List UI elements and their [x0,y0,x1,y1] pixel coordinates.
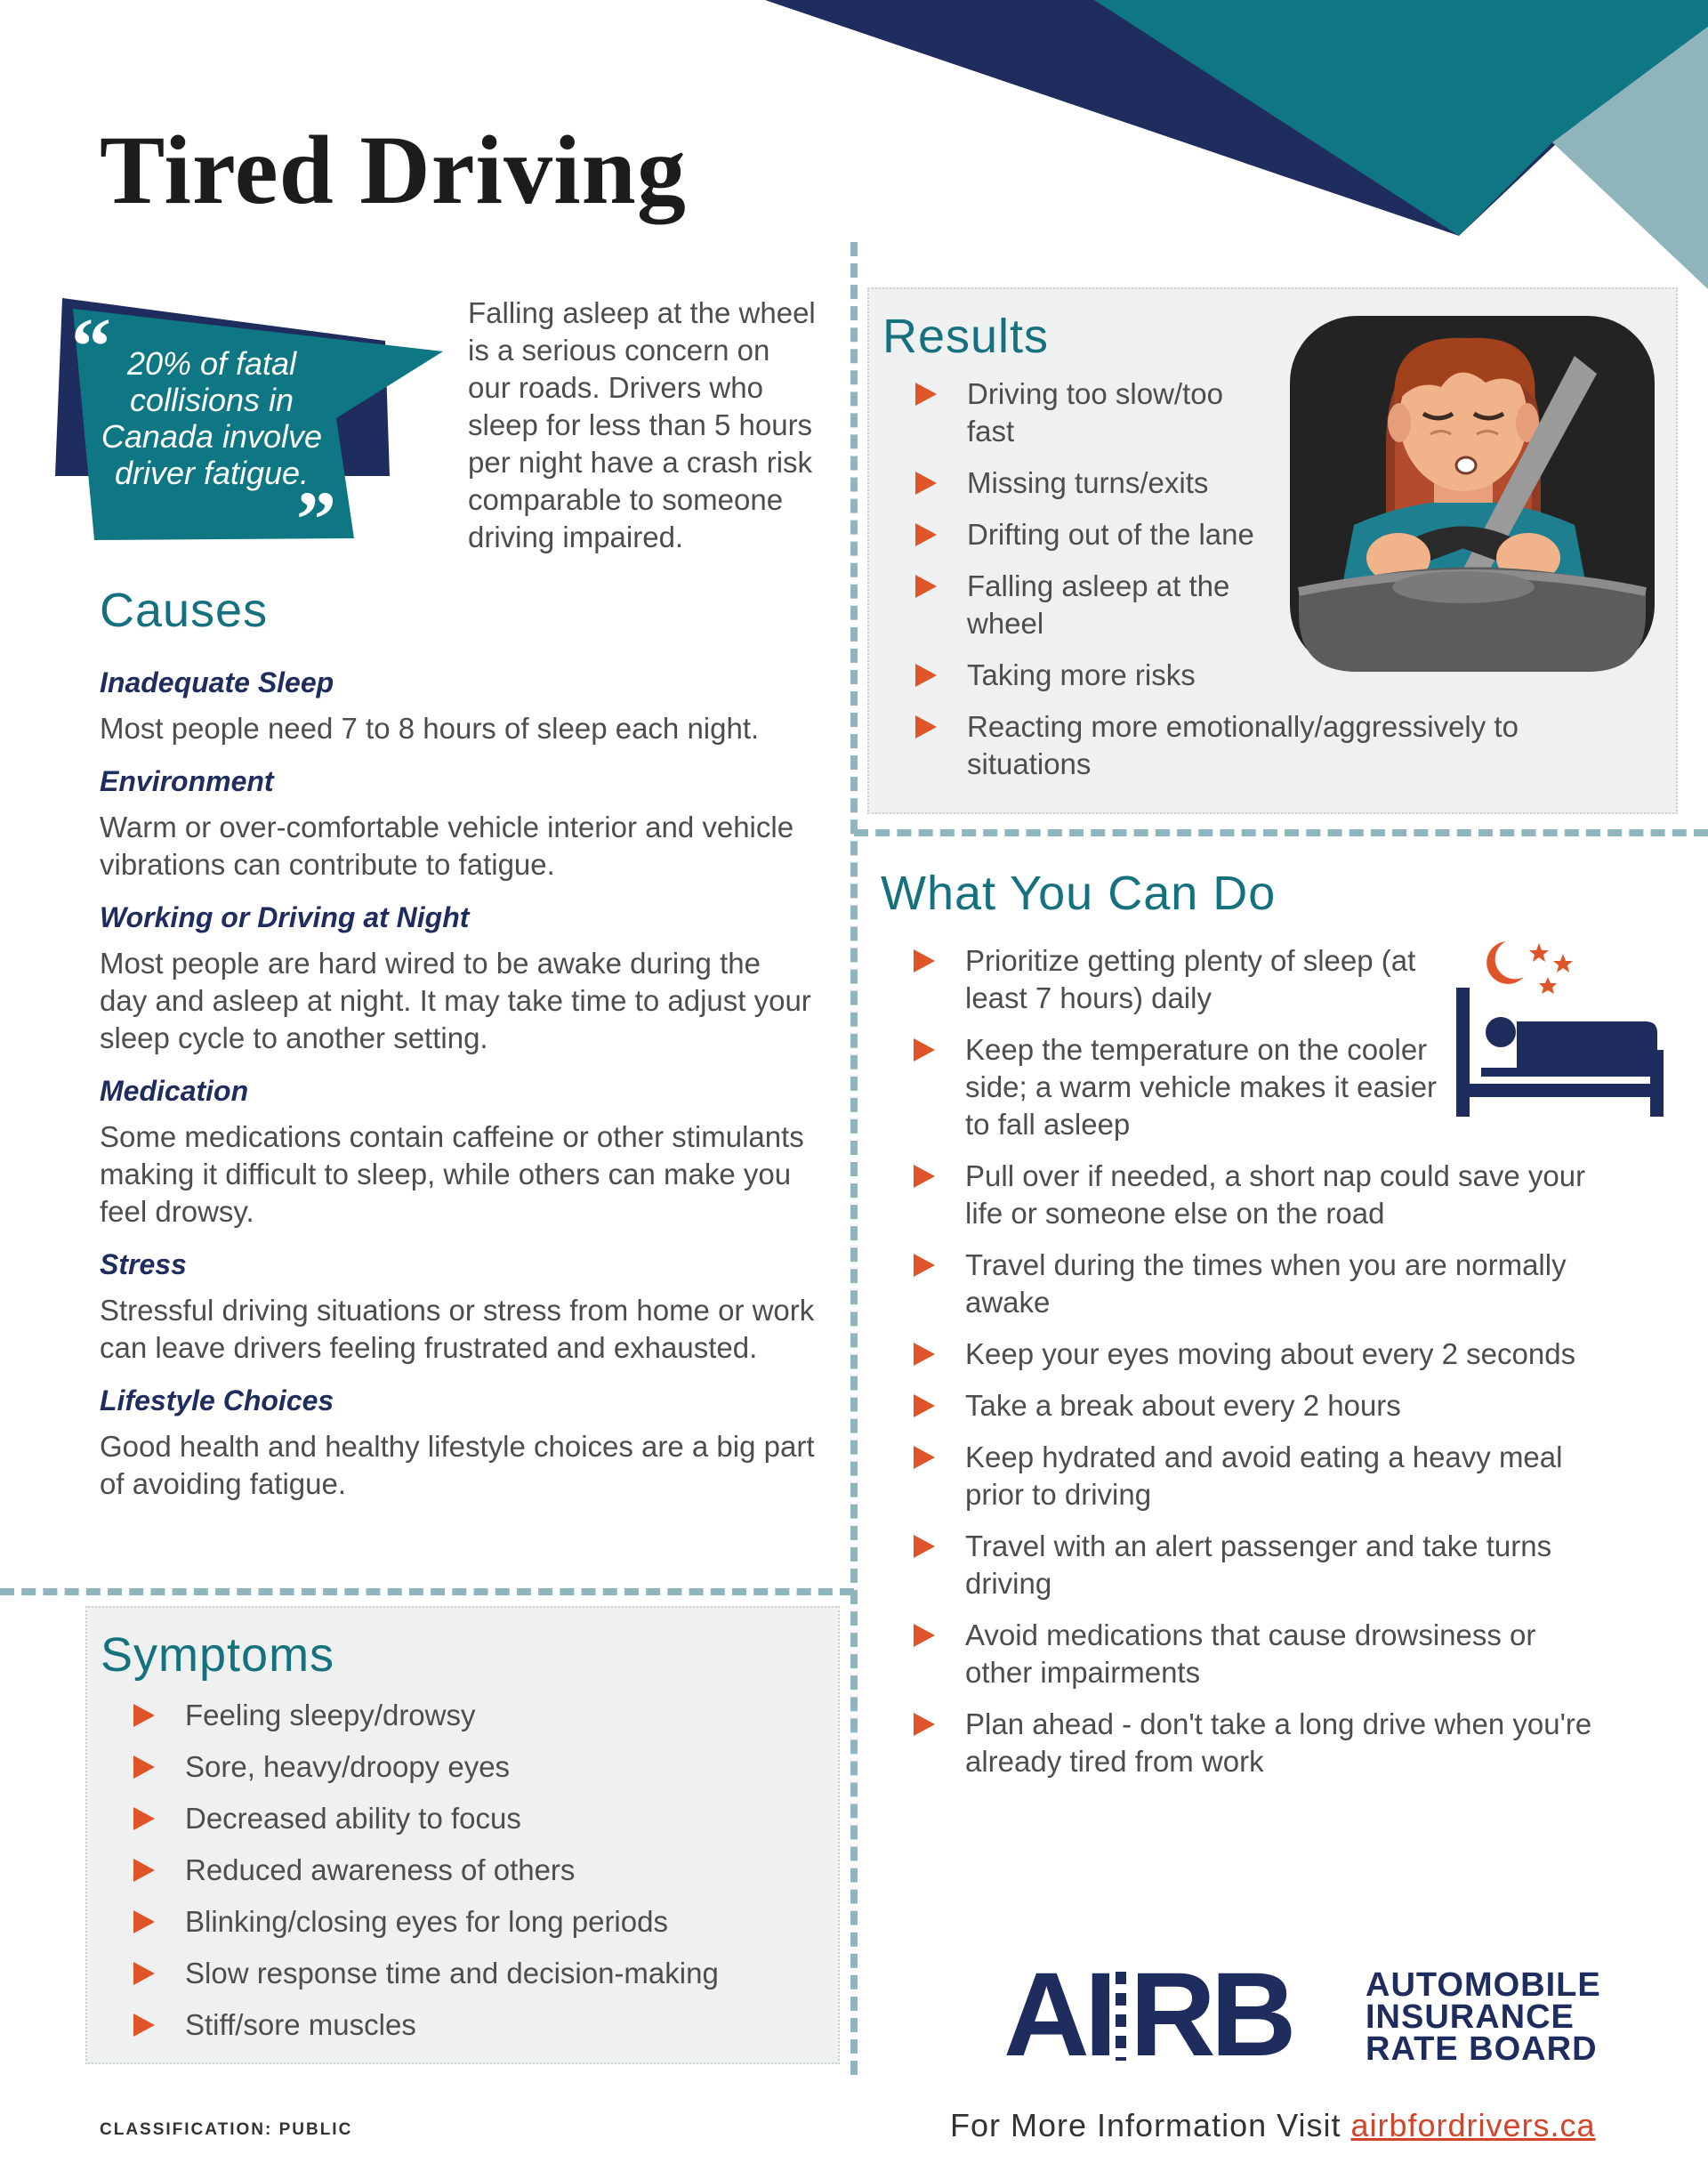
intro-line: per night have a crash risk [468,446,813,479]
list-item [133,1955,827,1992]
arrow-bullet-icon [133,1755,155,1779]
result-line: Drifting out of the lane [967,518,1254,551]
classification-label: CLASSIFICATION: PUBLIC [100,2120,353,2139]
logo-name [1366,1966,1601,2068]
logo-name-line: RATE BOARD [1366,2030,1598,2068]
more-info-text: For More Information Visit [950,2107,1351,2143]
arrow-bullet-icon [133,1704,155,1727]
header-triangles [747,0,1708,294]
arrow-bullet-icon [914,1713,935,1736]
list-item [133,2006,827,2044]
arrow-bullet-icon [915,472,937,495]
symptom-text: Slow response time and decision-making [185,1957,719,1989]
cause-item [100,901,829,1057]
tip-line: prior to driving [965,1478,1152,1511]
intro-line: sleep for less than 5 hours [468,408,813,441]
list-item [133,1697,827,1734]
cause-line: Most people are hard wired to be awake during the [100,947,761,980]
tip-line: Keep your eyes moving about every 2 seconds [965,1337,1576,1370]
symptom-text: Blinking/closing eyes for long periods [185,1905,668,1938]
list-item [914,1439,1681,1513]
tip-line: awake [965,1286,1051,1319]
logo-mark [1003,1949,1292,2081]
cause-line: making it difficult to sleep, while others can make you [100,1158,792,1190]
cause-line: of avoiding fatigue. [100,1467,347,1500]
arrow-bullet-icon [914,1394,935,1417]
result-line: situations [967,747,1092,780]
causes-heading: Causes [100,584,269,637]
tip-line: Keep the temperature on the cooler [965,1033,1428,1066]
quote-close-icon: ” [296,476,336,564]
result-line: fast [967,415,1015,448]
result-line: Falling asleep at the [967,569,1230,602]
tip-line: Travel with an alert passenger and take turns [965,1529,1552,1562]
intro-line: comparable to someone [468,483,784,516]
result-line: Taking more risks [967,658,1196,691]
what-you-can-do-divider [854,829,1708,836]
page-title: Tired Driving [100,116,687,224]
tip-line: Pull over if needed, a short nap could save your [965,1159,1586,1192]
cause-line: Good health and healthy lifestyle choices are a big part [100,1430,815,1463]
cause-item [100,1248,829,1367]
tip-line: Take a break about every 2 hours [965,1389,1401,1422]
arrow-bullet-icon [133,1962,155,1985]
cause-line: Some medications contain caffeine or other stimulants [100,1120,804,1153]
tip-line: driving [965,1567,1052,1600]
result-line: wheel [967,607,1044,640]
arrow-bullet-icon [914,1446,935,1469]
results-heading: Results [882,310,1050,363]
arrow-bullet-icon [914,1165,935,1188]
quote-box [52,298,443,564]
list-item [914,1528,1681,1602]
logo-name-line: INSURANCE [1366,1998,1575,2036]
arrow-bullet-icon [914,949,935,973]
list-item [133,1903,827,1941]
quote-open-icon: “ [71,303,111,391]
intro-line: is a serious concern on [468,334,770,367]
cause-line: sleep cycle to another setting. [100,1021,488,1054]
cause-line: feel drowsy. [100,1195,254,1228]
arrow-bullet-icon [133,1859,155,1882]
tip-line: to fall asleep [965,1108,1131,1141]
symptoms-heading: Symptoms [101,1628,335,1682]
tip-line: Plan ahead - don't take a long drive when you're [965,1707,1592,1740]
intro-line: Falling asleep at the wheel [468,296,816,329]
cause-title: Inadequate Sleep [100,666,334,698]
tip-line: Keep hydrated and avoid eating a heavy meal [965,1441,1563,1473]
cause-line: Warm or over-comfortable vehicle interior and vehicle [100,811,794,843]
cause-title: Environment [100,765,274,797]
arrow-bullet-icon [915,575,937,598]
symptom-text: Decreased ability to focus [185,1802,521,1835]
logo-road-dashes [1116,1972,1126,2061]
tip-line: Prioritize getting plenty of sleep (at [965,944,1416,977]
cause-title: Stress [100,1248,187,1280]
arrow-bullet-icon [914,1535,935,1558]
cause-item [100,666,829,747]
arrow-bullet-icon [914,1038,935,1061]
arrow-bullet-icon [133,2014,155,2037]
symptoms-divider [0,1588,854,1595]
arrow-bullet-icon [133,1910,155,1933]
airb-logo [1003,1949,1617,2081]
symptom-text: Reduced awareness of others [185,1853,576,1886]
cause-title: Lifestyle Choices [100,1384,334,1416]
list-item [133,1852,827,1889]
result-line: Missing turns/exits [967,466,1209,499]
cause-line: can leave drivers feeling frustrated and exhausted. [100,1331,758,1364]
cause-title: Medication [100,1075,249,1107]
intro-line: driving impaired. [468,521,684,553]
list-item [133,1800,827,1837]
cause-line: day and asleep at night. It may take time to adjust your [100,984,811,1017]
logo-mark-right: RB [1130,1949,1292,2081]
arrow-bullet-icon [133,1807,155,1830]
quote-line: Canada involve [101,418,323,455]
tip-line: side; a warm vehicle makes it easier [965,1070,1438,1103]
arrow-bullet-icon [914,1624,935,1647]
result-line: Driving too slow/too [967,377,1223,410]
intro-paragraph [468,295,824,556]
cause-line: vibrations can contribute to fatigue. [100,848,555,881]
list-item [914,1158,1681,1232]
symptom-text: Stiff/sore muscles [185,2008,416,2041]
arrow-bullet-icon [914,1254,935,1277]
list-item [914,1247,1681,1321]
website-link[interactable]: airbfordrivers.ca [1350,2107,1596,2143]
cause-item [100,765,829,884]
bed-moon-stars-icon [1454,934,1668,1121]
symptoms-list [133,1697,827,2044]
sleepy-driver-illustration [1281,307,1664,685]
arrow-bullet-icon [915,664,937,687]
quote-line: collisions in [129,382,294,418]
column-divider [850,242,858,2075]
result-line: Reacting more emotionally/aggressively to [967,710,1519,743]
list-item [914,1387,1681,1425]
arrow-bullet-icon [914,1343,935,1366]
quote-line: driver fatigue. [114,455,310,491]
logo-name-line: AUTOMOBILE [1366,1966,1601,2004]
quote-line: 20% of fatal [126,345,297,382]
logo-mark-left: AI [1003,1949,1112,2081]
cause-title: Working or Driving at Night [100,901,470,933]
arrow-bullet-icon [915,383,937,406]
tip-line: other impairments [965,1656,1201,1689]
symptoms-box [85,1606,840,2064]
arrow-bullet-icon [915,523,937,546]
cause-line: Stressful driving situations or stress from home or work [100,1294,815,1327]
arrow-bullet-icon [915,715,937,738]
list-item [914,1706,1681,1780]
symptom-text: Sore, heavy/droopy eyes [185,1750,511,1783]
tip-line: life or someone else on the road [965,1197,1385,1230]
quote-text [96,345,327,491]
list-item [133,1748,827,1786]
tip-line: least 7 hours) daily [965,981,1212,1014]
list-item [915,708,1645,783]
symptom-text: Feeling sleepy/drowsy [185,1699,476,1731]
tip-line: Avoid medications that cause drowsiness or [965,1618,1536,1651]
cause-line: Most people need 7 to 8 hours of sleep each night. [100,712,760,745]
tip-line: already tired from work [965,1745,1264,1778]
causes-section [100,583,829,1503]
what-you-can-do-heading: What You Can Do [881,867,1277,920]
tip-line: Travel during the times when you are normally [965,1248,1567,1281]
list-item [914,1336,1681,1373]
list-item [914,1617,1681,1691]
cause-item [100,1384,829,1503]
cause-item [100,1075,829,1231]
more-info-footer [950,2107,1596,2144]
intro-line: our roads. Drivers who [468,371,763,404]
